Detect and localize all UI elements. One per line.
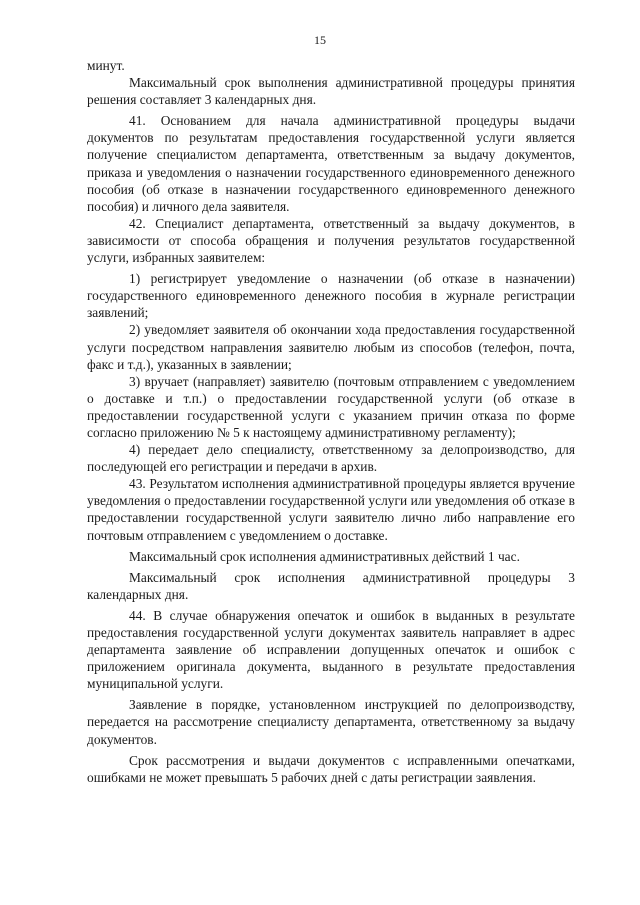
paragraph-8: 43. Результатом исполнения административной процедуры является вручение уведомления о предоставлении государственной услуги или уведомления об отказе в предоставлении государственной услуги заявителю лично либо направление его почтовым отправлением с уведомлением о доставке. (87, 476, 575, 543)
paragraph-4: 1) регистрирует уведомление о назначении (об отказе в назначении) государственного единовременного денежного пособия в журнале регистрации заявлений; (87, 271, 575, 321)
paragraph-7: 4) передает дело специалисту, ответственному за делопроизводство, для последующей его регистрации и передачи в архив. (87, 442, 575, 475)
paragraph-12: Заявление в порядке, установленном инструкцией по делопроизводству, передается на рассмотрение специалисту департамента, ответственному за выдачу документов. (87, 697, 575, 747)
paragraph-1: Максимальный срок выполнения административной процедуры принятия решения составляет 3 календарных дня. (87, 75, 575, 108)
paragraph-10: Максимальный срок исполнения административной процедуры 3 календарных дня. (87, 569, 575, 602)
paragraph-9: Максимальный срок исполнения административных действий 1 час. (129, 548, 520, 564)
paragraph-3: 42. Специалист департамента, ответственный за выдачу документов, в зависимости от способа обращения и получения результатов государственной услуги, избранных заявителем: (87, 215, 575, 266)
paragraph-2: 41. Основанием для начала административной процедуры выдачи документов по результатам предоставления государственной услуги является получение специалистом департамента, ответственным за выдачу документов, приказа и уведомления о назначении государственного единовременного денежного пособия (об отказе в назначении государственного единовременного денежного пособия) и личного дела заявителя. (87, 113, 575, 214)
paragraph-0: минут. (87, 58, 125, 73)
paragraph-5: 2) уведомляет заявителя об окончании хода предоставления государственной услуги посредством направления заявителю любым из способов (телефон, почта, факс и т.д.), указанных в заявлении; (87, 322, 575, 372)
body-text (87, 57, 575, 786)
paragraph-6: 3) вручает (направляет) заявителю (почтовым отправлением с уведомлением о доставке и т.п.) о предоставлении государственной услуги (об отказе в предоставлении государственной услуги с указанием причин отказа по форме согласно приложению № 5 к настоящему административному регламенту); (87, 373, 575, 440)
paragraph-11: 44. В случае обнаружения опечаток и ошибок в выданных в результате предоставления государственной услуги документах заявитель направляет в адрес департамента заявление об исправлении допущенных опечаток и ошибок с приложением оригинала документа, выданного в результате предоставления муниципальной услуги. (87, 607, 575, 692)
paragraph-13: Срок рассмотрения и выдачи документов с исправленными опечатками, ошибками не может превышать 5 рабочих дней с даты регистрации заявления. (87, 752, 575, 785)
page-number: 15 (314, 33, 326, 47)
